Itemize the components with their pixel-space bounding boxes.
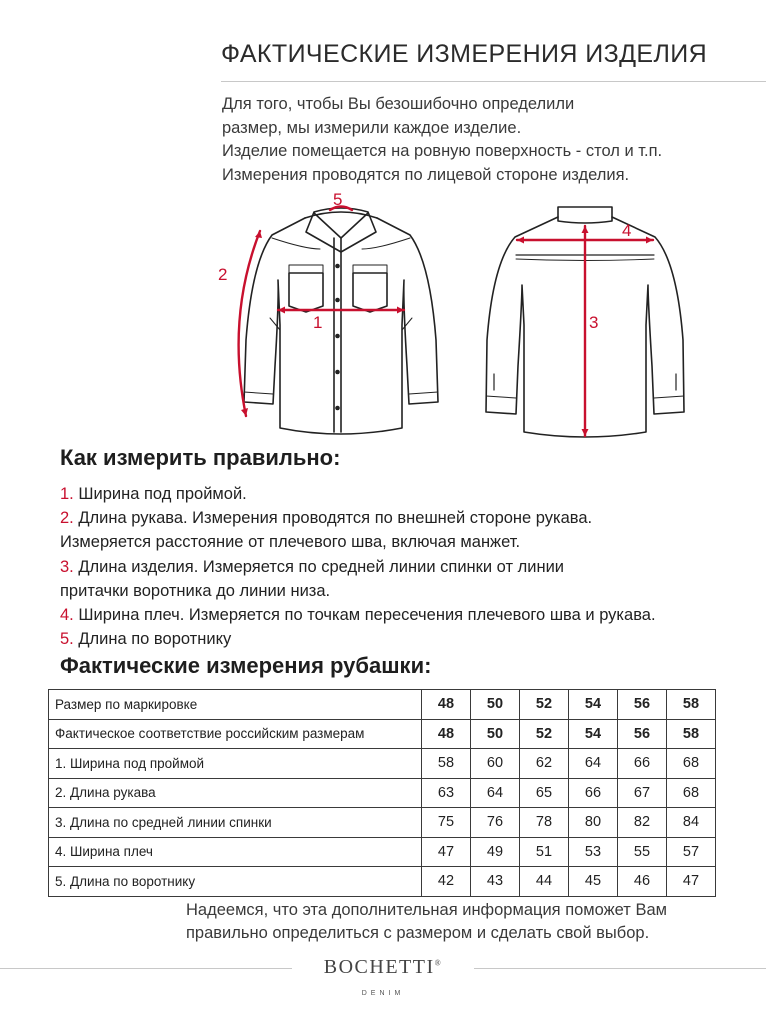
table-cell: 47 [422,837,471,867]
measure-3-label: 3 [589,313,599,332]
step-text: Длина рукава. Измерения проводятся по внешней стороне рукава. [73,509,593,528]
table-cell: 64 [569,749,618,779]
table-cell: 75 [422,808,471,838]
table-cell: 47 [667,867,716,897]
step-line [60,482,766,506]
row-label: 4. Ширина плеч [49,837,422,867]
table-cell: 76 [471,808,520,838]
shirt-front-illustration [244,208,438,434]
table-cell: 66 [618,749,667,779]
closing-line: правильно определиться с размером и сделать свой выбор. [186,924,650,942]
step-text: Ширина плеч. Измеряется по точкам пересечения плечевого шва и рукава. [73,606,656,625]
step-line [60,506,766,530]
table-cell: 53 [569,837,618,867]
measure-1-label: 1 [313,313,323,332]
table-row [49,778,716,808]
table-cell: 68 [667,749,716,779]
table-cell: 64 [471,778,520,808]
brand-logo [300,956,466,979]
measure-2-line [239,231,260,416]
measurements-table-heading: Фактические измерения рубашки: [60,653,432,678]
table-cell: 51 [520,837,569,867]
how-to-measure-heading: Как измерить правильно: [60,445,341,470]
row-label: 3. Длина по средней линии спинки [49,808,422,838]
table-cell: 42 [422,867,471,897]
table-row [49,719,716,749]
table-cell: 66 [569,778,618,808]
step-text: Измеряется расстояние от плечевого шва, включая манжет. [60,533,521,552]
step-number: 3. [60,557,74,576]
footer-divider-left [0,968,292,969]
step-number: 4. [60,606,74,625]
intro-line: Для того, чтобы Вы безошибочно определили [222,95,575,113]
step-line [60,555,766,579]
title-divider [221,81,766,82]
table-cell: 52 [520,719,569,749]
row-label: 5. Длина по воротнику [49,867,422,897]
table-cell: 56 [618,690,667,720]
table-cell: 48 [422,719,471,749]
brand-name: BOCHETTI [323,956,435,978]
step-line [60,579,766,603]
table-cell: 50 [471,690,520,720]
table-row [49,749,716,779]
step-text: Длина по воротнику [73,630,232,649]
table-cell: 43 [471,867,520,897]
table-cell: 56 [618,719,667,749]
closing-line: Надеемся, что эта дополнительная информация поможет Вам [186,901,667,919]
table-cell: 62 [520,749,569,779]
step-number: 5. [60,630,74,649]
table-row [49,867,716,897]
table-cell: 54 [569,719,618,749]
table-cell: 60 [471,749,520,779]
table-cell: 57 [667,837,716,867]
table-cell: 54 [569,690,618,720]
row-label: 2. Длина рукава [49,778,422,808]
step-text: притачки воротника до линии низа. [60,581,331,600]
table-cell: 58 [667,690,716,720]
step-text: Длина изделия. Измеряется по средней линии спинки от линии [73,557,565,576]
table-cell: 63 [422,778,471,808]
step-line [60,530,766,554]
table-cell: 84 [667,808,716,838]
row-label: Размер по маркировке [49,690,422,720]
table-cell: 46 [618,867,667,897]
table-cell: 48 [422,690,471,720]
measurement-steps [60,482,766,651]
step-line [60,627,766,651]
size-table [48,689,716,897]
table-cell: 58 [667,719,716,749]
table-cell: 45 [569,867,618,897]
intro-text [222,93,762,187]
intro-line: размер, мы измерили каждое изделие. [222,118,522,137]
table-cell: 80 [569,808,618,838]
registered-mark: ® [434,958,443,968]
table-cell: 55 [618,837,667,867]
step-number: 2. [60,509,74,528]
table-cell: 67 [618,778,667,808]
table-row [49,690,716,720]
measure-4-label: 4 [622,221,632,240]
table-cell: 82 [618,808,667,838]
table-cell: 68 [667,778,716,808]
table-row [49,837,716,867]
page-title: ФАКТИЧЕСКИЕ ИЗМЕРЕНИЯ ИЗДЕЛИЯ [221,40,708,68]
front-buttons [335,264,340,411]
closing-text [186,899,746,945]
table-row [49,808,716,838]
row-label: 1. Ширина под проймой [49,749,422,779]
step-number: 1. [60,485,74,503]
step-line [60,603,766,627]
table-cell: 65 [520,778,569,808]
table-cell: 44 [520,867,569,897]
intro-line: Изделие помещается на ровную поверхность - стол и т.п. [222,142,663,160]
table-cell: 52 [520,690,569,720]
footer-divider-right [474,968,766,969]
step-text: Ширина под проймой. [73,485,247,503]
table-cell: 58 [422,749,471,779]
table-cell: 78 [520,808,569,838]
measure-2-label: 2 [218,265,228,284]
table-cell: 49 [471,837,520,867]
brand-subtitle: DENIM [361,990,405,997]
intro-line: Измерения проводятся по лицевой стороне изделия. [222,165,630,184]
table-cell: 50 [471,719,520,749]
shirt-measurement-diagram [0,185,766,445]
measure-5-label: 5 [333,190,343,209]
row-label: Фактическое соответствие российским размерам [49,719,422,749]
